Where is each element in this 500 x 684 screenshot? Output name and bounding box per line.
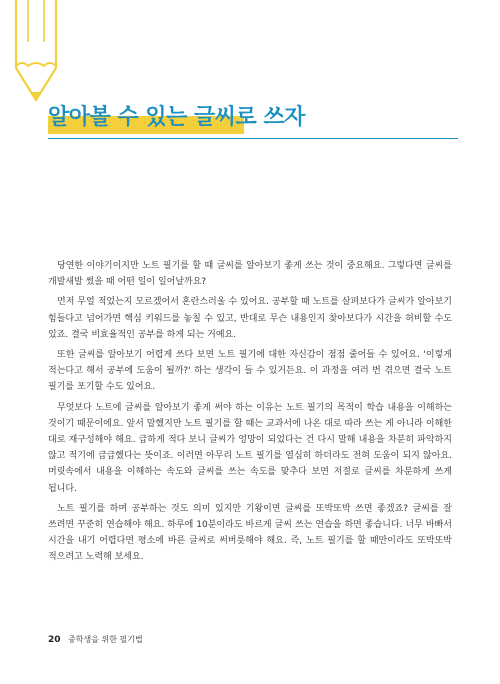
book-title: 중학생을 위한 필기법 [68,635,143,644]
body-text [48,258,452,570]
page-footer [48,634,143,645]
paragraph-5: 노트 필기를 하며 공부하는 것도 의미 있지만 기왕이면 글씨를 또박또박 쓰면 좋겠죠? 글씨를 잘 쓰려면 꾸준히 연습해야 해요. 하루에 10분이라도 바르게 글씨 쓰는 연습을 하면 좋습니다. 너무 바빠서 시간을 내기 어렵다면 평소에 바른 글씨로 써버릇해야 해요. 즉, 노트 필기를 할 때만이라도 또박또박 적으려고 노력해 보세요. [48,503,452,563]
paragraph-3: 또한 글씨를 알아보기 어렵게 쓰다 보면 노트 필기에 대한 자신감이 점점 줄어들 수 있어요. '이렇게 적는다고 해서 공부에 도움이 될까?' 하는 생각이 들 수 있거든요. 이 과정을 여러 번 겪으면 결국 노트 필기를 포기할 수도 있어요. [48,350,452,393]
paragraph-2: 먼저 무얼 적었는지 모르겠어서 혼란스러울 수 있어요. 공부할 때 노트를 살펴보다가 글씨가 알아보기 힘들다고 넘어가면 핵심 키워드를 놓칠 수 있고, 반대로 무슨 내용인지 찾아보다가 시간을 허비할 수도 있죠. 결국 비효율적인 공부를 하게 되는 거예요. [48,297,452,340]
pencil-icon [10,0,62,102]
heading-divider [48,138,458,139]
paragraph-1: 당연한 이야기이지만 노트 필기를 할 때 글씨를 알아보기 좋게 쓰는 것이 중요해요. 그렇다면 글씨를 개발새발 썼을 때 어떤 일이 일어날까요? [48,261,452,288]
paragraph-4: 무엇보다 노트에 글씨를 알아보기 좋게 써야 하는 이유는 노트 필기의 목적이 학습 내용을 이해하는 것이기 때문이에요. 앞서 말했지만 노트 필기를 할 때는 교과서에 나온 대로 따라 쓰는 게 아니라 이해한 대로 재구성해야 해요. 급하게 적다 보니 글씨가 엉망이 되었다는 건 다시 말해 내용을 차분히 파악하지 않고 적기에 급급했다는 뜻이죠. 이러면 아무리 노트 필기를 열심히 하더라도 전혀 도움이 되지 않아요. 머릿속에서 내용을 이해하는 속도와 글씨를 쓰는 속도를 맞추다 보면 저절로 글씨를 차분하게 쓰게 됩니다. [48,402,452,494]
section-title: 알아볼 수 있는 글씨로 쓰자 [48,105,305,130]
page-number: 20 [48,635,61,645]
section-heading [48,96,458,142]
